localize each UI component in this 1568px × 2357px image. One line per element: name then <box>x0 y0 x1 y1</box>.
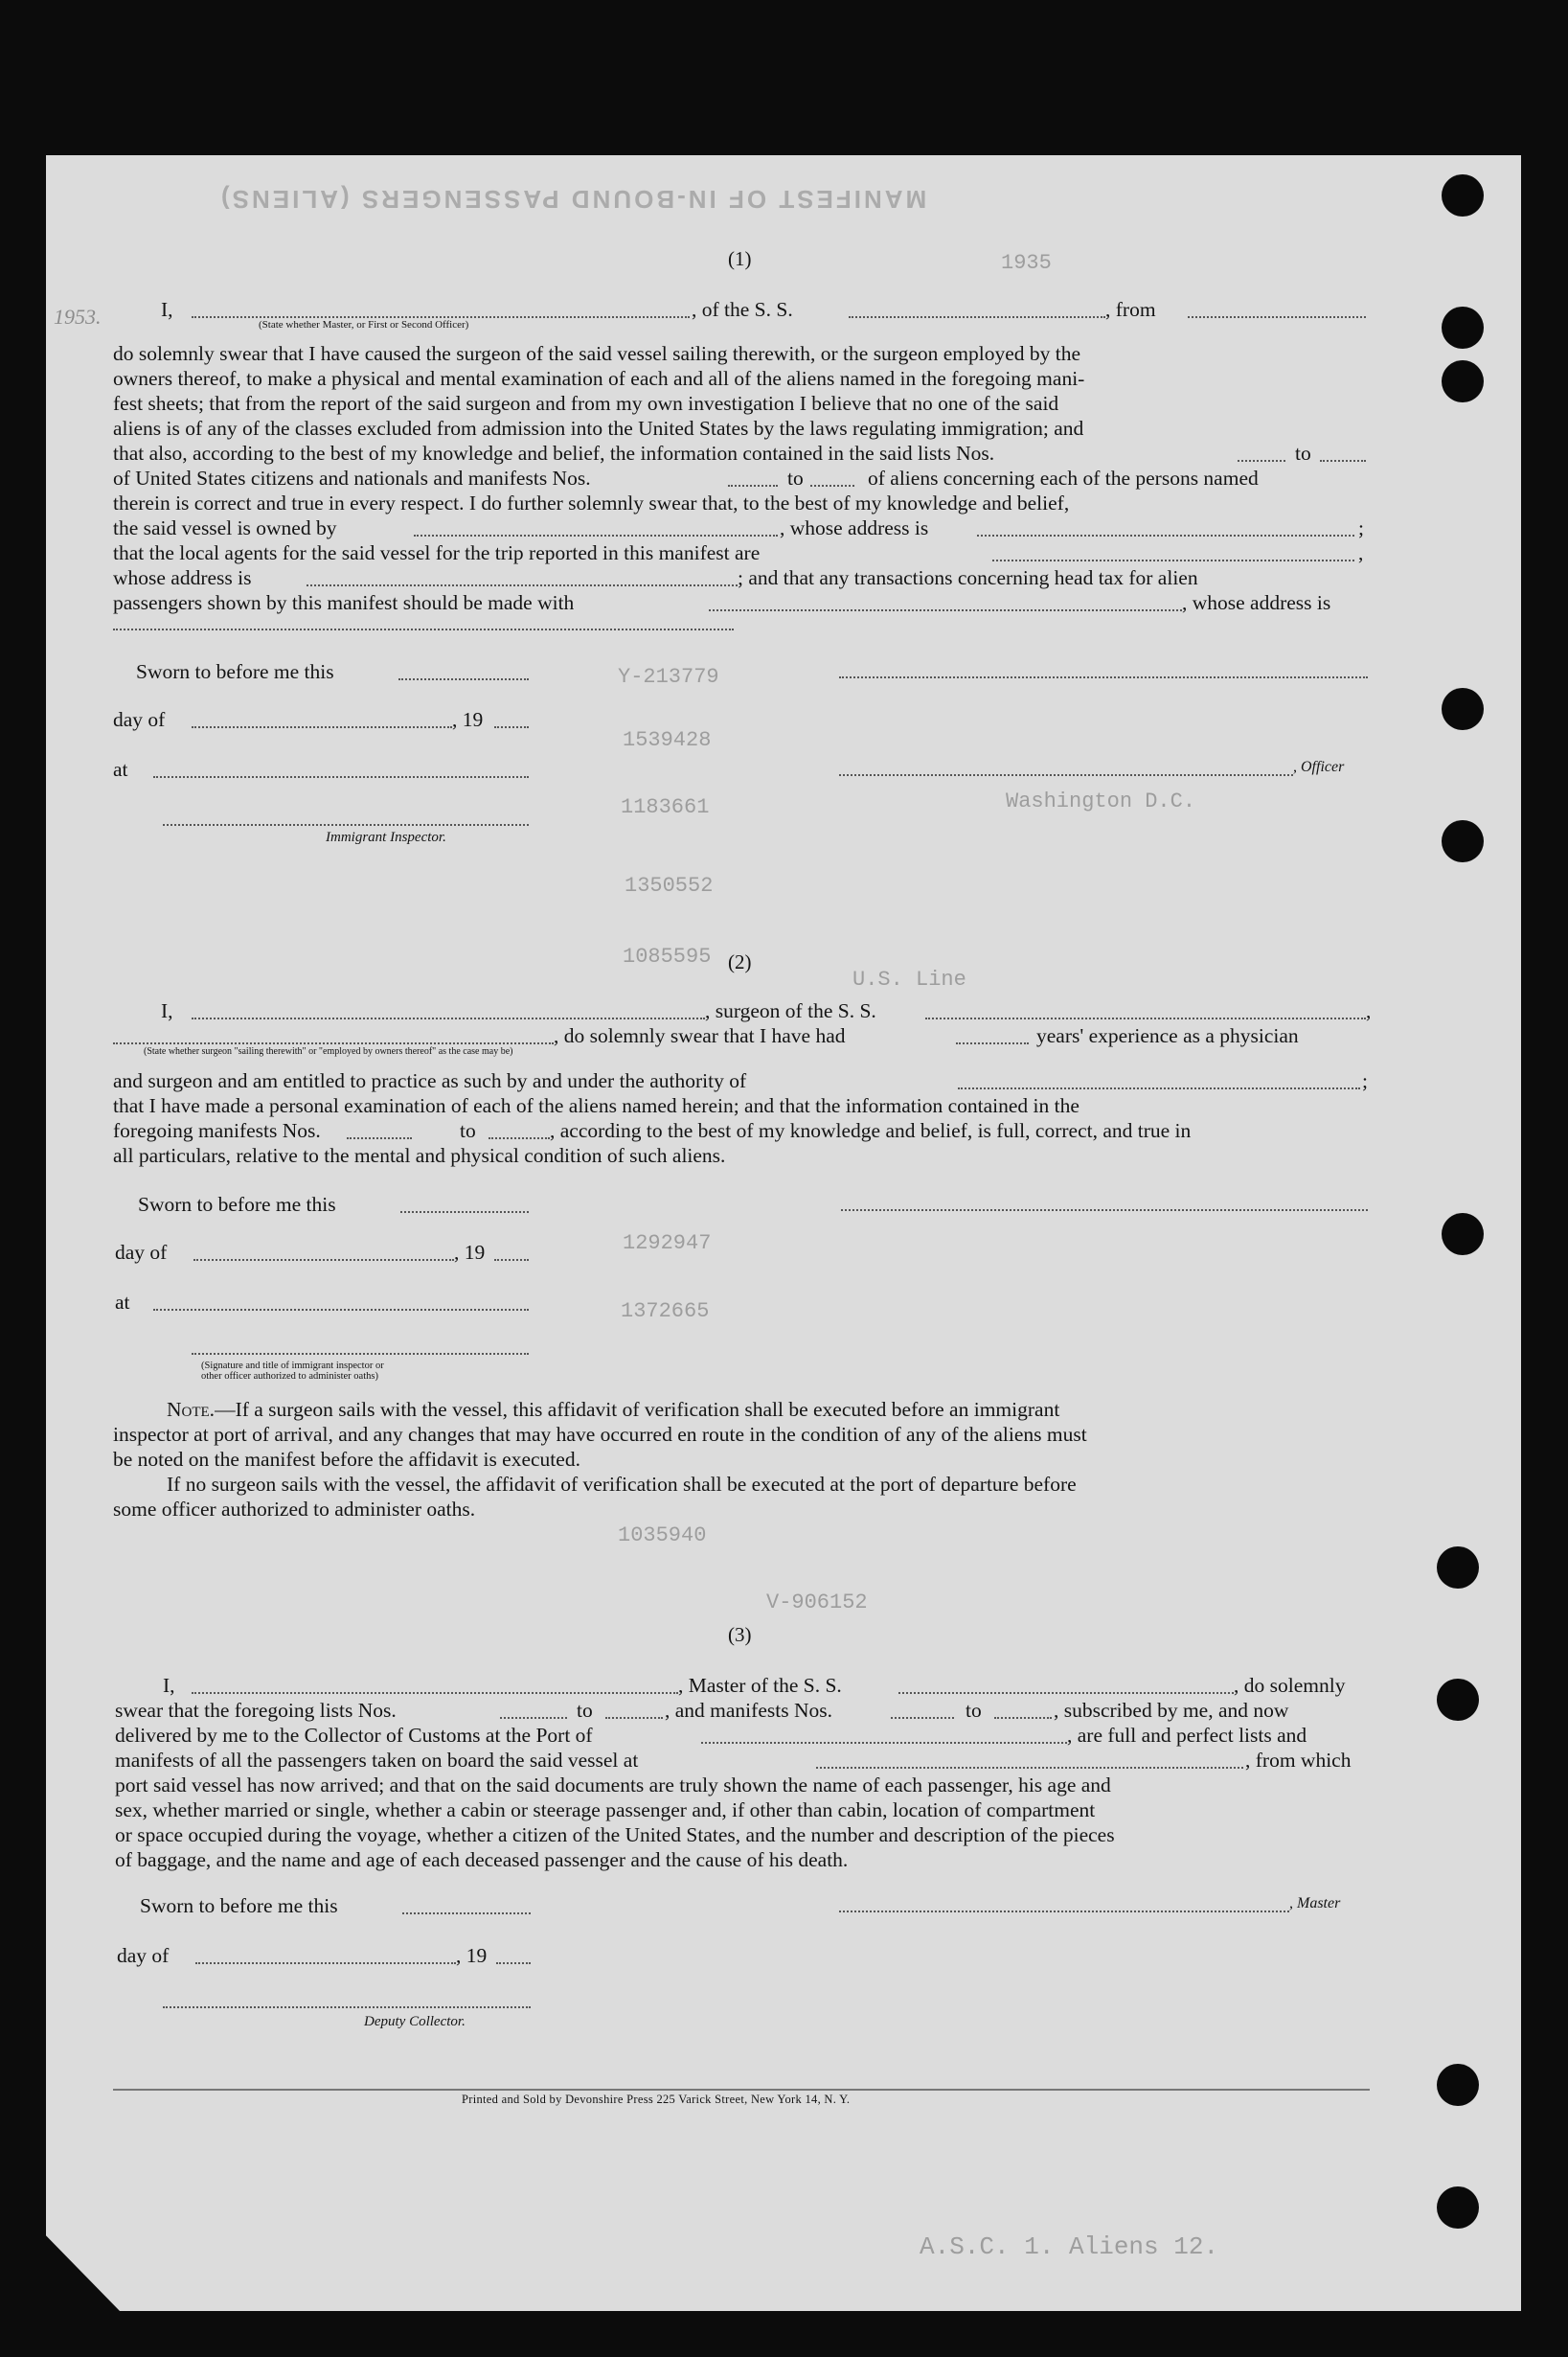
s1-sworn-label: Sworn to before me this <box>136 660 334 683</box>
section-2-heading: (2) <box>728 950 752 973</box>
s2-signature-caption-1: (Signature and title of immigrant inspector or <box>201 1361 384 1371</box>
s1-inspector-signature-field[interactable] <box>163 824 529 826</box>
punch-hole <box>1437 2186 1479 2229</box>
s3-full-perfect: , are full and perfect lists and <box>1067 1724 1307 1747</box>
s3-port-field[interactable] <box>701 1742 1067 1744</box>
bleed-line: U.S. Line <box>852 968 966 992</box>
s2-sworn-label: Sworn to before me this <box>138 1193 336 1216</box>
s2-ship-name-field[interactable] <box>925 1018 1366 1019</box>
s3-manifests-to-field[interactable] <box>994 1717 1052 1719</box>
s2-personal-line: that I have made a personal examination of each of the aliens named herein; and that the information contained in the <box>113 1094 1079 1117</box>
bleed-number-7: 1372665 <box>621 1299 710 1323</box>
bleed-form-number: A.S.C. 1. Aliens 12. <box>920 2232 1219 2261</box>
s1-para-line-9: that the local agents for the said vessel for the trip reported in this manifest are <box>113 541 761 564</box>
s2-particulars-line: all particulars, relative to the mental and physical condition of such aliens. <box>113 1144 726 1167</box>
punch-hole <box>1442 174 1484 217</box>
bleed-place: Washington D.C. <box>1006 789 1196 813</box>
s2-surgeon-status-field[interactable] <box>113 1042 554 1044</box>
s3-i-label: I, <box>163 1674 175 1697</box>
s2-note-line-3: be noted on the manifest before the affidavit is executed. <box>113 1448 580 1471</box>
s1-year-field[interactable] <box>494 726 529 728</box>
s1-agents-field[interactable] <box>992 560 1354 561</box>
s1-i-label: I, <box>161 298 173 321</box>
s2-day-of-label: day of <box>115 1241 168 1264</box>
s2-authority-field[interactable] <box>958 1087 1360 1089</box>
s1-from-label: , from <box>1105 298 1156 321</box>
s3-manifests-from-field[interactable] <box>891 1717 954 1719</box>
s1-para-line-2: owners thereof, to make a physical and mental examination of each and all of the aliens named in the foregoing mani- <box>113 367 1085 390</box>
s3-embark-port-field[interactable] <box>816 1767 1243 1769</box>
s1-para-line-10: whose address is <box>113 566 252 589</box>
s1-sworn-day-field[interactable] <box>398 678 529 680</box>
s1-head-tax-party-field[interactable] <box>709 609 1182 611</box>
s1-month-field[interactable] <box>192 726 452 728</box>
s1-year-label: , 19 <box>452 708 484 731</box>
s2-semicolon: ; <box>1362 1069 1368 1092</box>
s3-sworn-day-field[interactable] <box>402 1912 531 1914</box>
punch-hole <box>1442 820 1484 862</box>
punch-hole <box>1437 1679 1479 1721</box>
s2-foregoing-rest: , according to the best of my knowledge and belief, is full, correct, and true in <box>550 1119 1192 1142</box>
s1-para-line-8: the said vessel is owned by <box>113 516 337 539</box>
s2-surgeon-of: , surgeon of the S. S. <box>705 999 876 1022</box>
s2-note-line-5: some officer authorized to administer oaths. <box>113 1498 476 1521</box>
s3-day-of-label: day of <box>117 1944 170 1967</box>
s1-agents-address-field[interactable] <box>307 584 738 586</box>
s1-head-tax: ; and that any transactions concerning head tax for alien <box>738 566 1198 589</box>
s2-signature-field[interactable] <box>841 1209 1368 1211</box>
s3-manifests-all: manifests of all the passengers taken on board the said vessel at <box>115 1749 639 1772</box>
s1-signature-field[interactable] <box>839 676 1368 678</box>
s1-para-line-6: of United States citizens and nationals and manifests Nos. <box>113 467 591 490</box>
s1-from-field[interactable] <box>1188 316 1366 318</box>
printer-imprint: Printed and Sold by Devonshire Press 225 Varick Street, New York 14, N. Y. <box>462 2093 851 2106</box>
s1-owner-address-field[interactable] <box>977 535 1354 537</box>
s1-para-line-3: fest sheets; that from the report of the said surgeon and from my own investigation I believe that no one of the said <box>113 392 1059 415</box>
bleed-header: MANIFEST OF IN-BOUND PASSENGERS (ALIENS) <box>218 185 927 214</box>
s3-subscribed: , subscribed by me, and now <box>1054 1699 1289 1722</box>
s1-inspector-caption: Immigrant Inspector. <box>326 830 446 845</box>
s2-officer-signature-field[interactable] <box>192 1353 529 1355</box>
bleed-number-8: 1035940 <box>618 1523 707 1547</box>
s2-comma: , <box>1366 999 1372 1022</box>
s1-officer-field[interactable] <box>839 774 1293 776</box>
s2-years-exp: years' experience as a physician <box>1036 1024 1299 1047</box>
s1-at-label: at <box>113 758 128 781</box>
s3-master-name-field[interactable] <box>192 1692 678 1694</box>
s1-lists-from-field[interactable] <box>1238 460 1285 462</box>
s2-authority-line: and surgeon and am entitled to practice as such by and under the authority of <box>113 1069 747 1092</box>
s3-lists-to-field[interactable] <box>605 1717 663 1719</box>
s1-para-line-4: aliens is of any of the classes excluded from admission into the United States by the laws regulating immigration; and <box>113 417 1084 440</box>
s2-place-field[interactable] <box>153 1309 529 1311</box>
s3-master-label: , Master <box>1289 1895 1341 1911</box>
s3-from-which: , from which <box>1245 1749 1352 1772</box>
s1-head-tax-address-field[interactable] <box>113 629 734 630</box>
s2-years-field[interactable] <box>956 1042 1029 1044</box>
s1-para-line-1: do solemnly swear that I have caused the surgeon of the said vessel sailing therewith, or the surgeon employed by the <box>113 342 1081 365</box>
s3-year-label: , 19 <box>456 1944 488 1967</box>
s2-do-swear: , do solemnly swear that I have had <box>554 1024 846 1047</box>
s3-ship-name-field[interactable] <box>898 1692 1234 1694</box>
punch-hole <box>1442 307 1484 349</box>
s3-and-manifests: , and manifests Nos. <box>665 1699 832 1722</box>
s2-surgeon-caption: (State whether surgeon "sailing therewith" or "employed by owners thereof" as the case may be) <box>144 1046 513 1057</box>
s1-day-of-label: day of <box>113 708 166 731</box>
s3-para-line-4: of baggage, and the name and age of each deceased passenger and the cause of his death. <box>115 1848 849 1871</box>
s3-month-field[interactable] <box>195 1962 456 1964</box>
bleed-number-2: 1539428 <box>623 728 712 752</box>
bleed-number-6: 1292947 <box>623 1231 712 1255</box>
s1-officer-label: , Officer <box>1293 759 1345 775</box>
bleed-year: 1935 <box>1001 251 1052 275</box>
s1-of-ship-label: , of the S. S. <box>692 298 793 321</box>
s1-to-1: to <box>1295 442 1311 465</box>
s1-to-2: to <box>787 467 804 490</box>
s1-master-caption: (State whether Master, or First or Second Officer) <box>259 319 469 331</box>
s1-para-line-7: therein is correct and true in every respect. I do further solemnly swear that, to the best of my knowledge and belief, <box>113 492 1070 515</box>
bleed-number-1: Y-213779 <box>618 665 719 689</box>
s3-deputy-caption: Deputy Collector. <box>364 2014 466 2029</box>
s3-para-line-1: port said vessel has now arrived; and that on the said documents are truly shown the name of each passenger, his age and <box>115 1773 1111 1796</box>
s2-year-label: , 19 <box>454 1241 486 1264</box>
s2-note-line-1 <box>167 1397 1059 1422</box>
section-3-heading: (3) <box>728 1623 752 1646</box>
section-1-heading: (1) <box>728 247 752 270</box>
s2-manifests-from-field[interactable] <box>347 1137 412 1139</box>
s3-deputy-signature-field[interactable] <box>163 2006 531 2008</box>
s1-owner-field[interactable] <box>414 535 778 537</box>
s1-place-field[interactable] <box>153 776 529 778</box>
s3-master-signature-field[interactable] <box>839 1911 1289 1912</box>
bleed-number-5: 1085595 <box>623 945 712 969</box>
bleed-number-9: V-906152 <box>766 1590 868 1614</box>
s2-surgeon-name-field[interactable] <box>192 1018 705 1019</box>
s3-swear-lists: swear that the foregoing lists Nos. <box>115 1699 397 1722</box>
s1-manifests-from-field[interactable] <box>728 485 778 487</box>
s3-delivered: delivered by me to the Collector of Customs at the Port of <box>115 1724 593 1747</box>
s3-master-of: , Master of the S. S. <box>678 1674 842 1697</box>
bleed-handwriting: 1953. <box>54 305 102 329</box>
s2-year-field[interactable] <box>494 1259 529 1261</box>
s2-note-text-1: —If a surgeon sails with the vessel, this affidavit of verification shall be executed before an immigrant <box>215 1398 1060 1421</box>
s3-do-solemnly: , do solemnly <box>1234 1674 1346 1697</box>
s1-ship-name-field[interactable] <box>849 316 1105 318</box>
s3-to-1: to <box>577 1699 593 1722</box>
s2-month-field[interactable] <box>193 1259 454 1261</box>
punch-hole <box>1437 1546 1479 1589</box>
footer-rule <box>113 2089 1370 2091</box>
s2-i-label: I, <box>161 999 173 1022</box>
s2-signature-caption-2: other officer authorized to administer oaths) <box>201 1371 378 1382</box>
s1-semicolon-1: ; <box>1358 516 1364 539</box>
s3-to-2: to <box>966 1699 982 1722</box>
s3-sworn-label: Sworn to before me this <box>140 1894 338 1917</box>
s2-manifests-to-field[interactable] <box>489 1137 550 1139</box>
s2-at-label: at <box>115 1291 130 1314</box>
bleed-number-4: 1350552 <box>625 874 714 898</box>
s1-whose-address-1: , whose address is <box>780 516 929 539</box>
s2-note-line-2: inspector at port of arrival, and any changes that may have occurred en route in the condition of any of the aliens must <box>113 1423 1087 1446</box>
s1-whose-address-2: , whose address is <box>1182 591 1331 614</box>
s1-para-line-5: that also, according to the best of my knowledge and belief, the information contained in the said lists Nos. <box>113 442 995 465</box>
punch-hole <box>1442 688 1484 730</box>
s1-master-name-field[interactable] <box>192 316 690 318</box>
s3-lists-from-field[interactable] <box>500 1717 567 1719</box>
s1-comma-1: , <box>1358 541 1364 564</box>
s2-note-line-4: If no surgeon sails with the vessel, the affidavit of verification shall be executed at the port of departure before <box>167 1473 1077 1496</box>
s2-to: to <box>460 1119 476 1142</box>
s1-manifests-to-field[interactable] <box>810 485 854 487</box>
punch-hole <box>1442 1213 1484 1255</box>
s1-para-line-11: passengers shown by this manifest should be made with <box>113 591 575 614</box>
s3-year-field[interactable] <box>496 1962 531 1964</box>
punch-hole <box>1442 360 1484 402</box>
s2-foregoing-label: foregoing manifests Nos. <box>113 1119 321 1142</box>
s1-lists-to-field[interactable] <box>1320 460 1366 462</box>
bleed-number-3: 1183661 <box>621 795 710 819</box>
s2-note-label: Note. <box>167 1398 216 1421</box>
s2-sworn-day-field[interactable] <box>400 1211 529 1213</box>
s3-para-line-2: sex, whether married or single, whether a cabin or steerage passenger and, if other than cabin, location of compartment <box>115 1798 1096 1821</box>
punch-hole <box>1437 2064 1479 2106</box>
s1-aliens-concerning: of aliens concerning each of the persons named <box>868 467 1259 490</box>
s3-para-line-3: or space occupied during the voyage, whether a citizen of the United States, and the number and description of the pieces <box>115 1823 1115 1846</box>
